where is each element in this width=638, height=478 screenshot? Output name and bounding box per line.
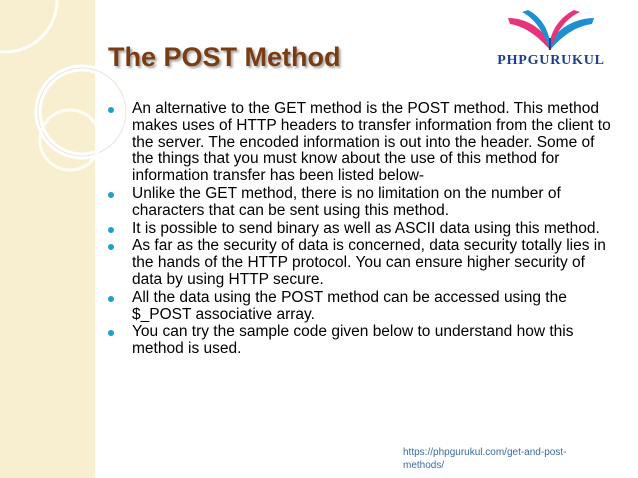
phpgurukul-logo [466,8,636,74]
bullet-text: All the data using the POST method can be accessed using the $_POST associative array. [132,288,567,323]
bullet-item [107,186,612,220]
bullet-dot-icon [108,330,114,336]
slide-title: The POST Method [108,42,341,72]
open-book-icon [504,8,598,52]
bullet-dot-icon [108,227,114,233]
bullet-text: You can try the sample code given below to understand how this method is used. [132,323,574,358]
source-url-link[interactable]: https://phpgurukul.com/get-and-post-methods/ [403,447,567,471]
bullet-text: Unlike the GET method, there is no limitation on the number of characters that can be sent using this method. [132,184,561,219]
bullet-text: An alternative to the GET method is the POST method. This method makes uses of HTTP headers to transfer information from the client to the server. The encoded information is out into the header. Some of the things that you must know about the use of this method for information transfer has been listed below- [132,100,611,185]
bullet-dot-icon [108,296,114,302]
bullet-list [107,101,612,359]
bullet-dot-icon [108,244,114,250]
bullet-item [107,290,612,324]
bullet-dot-icon [108,107,114,113]
bullet-item [107,324,612,358]
bullet-item [107,221,612,238]
bullet-item [107,101,612,185]
bullet-text: It is possible to send binary as well as ASCII data using this method. [132,219,600,237]
bullet-text: As far as the security of data is concerned, data security totally lies in the hands of the HTTP protocol. You can ensure higher security of data by using HTTP secure. [132,237,606,288]
logo-text: PHPGURUKUL [497,53,605,68]
bullet-item [107,238,612,288]
bullet-dot-icon [108,192,114,198]
